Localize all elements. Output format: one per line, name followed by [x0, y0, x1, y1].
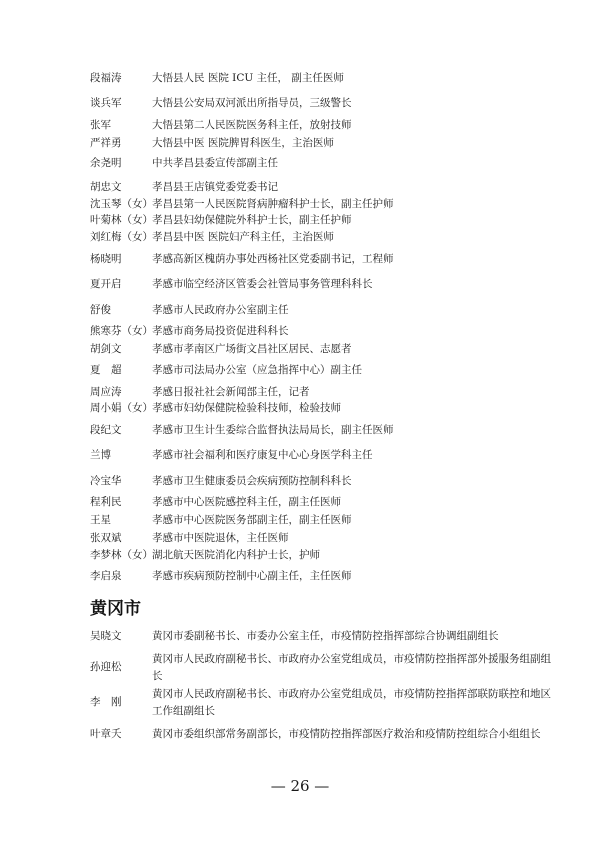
person-title: 孝感日报社社会新闻部主任，记者 [152, 386, 310, 398]
person-title: 孝感市社会福利和医疗康复中心心身医学科主任 [152, 449, 373, 461]
person-name: 段福涛 [90, 72, 122, 84]
person-name: 严祥勇 [90, 137, 122, 149]
person-name: 周应涛 [90, 386, 122, 398]
person-title: 孝昌县第一人民医院肾病肿瘤科护士长，副主任护师 [152, 198, 394, 210]
person-title: 孝昌县妇幼保健院外科护士长，副主任护师 [152, 214, 352, 226]
person-name: 周小娟（女） [90, 402, 153, 414]
person-title: 孝感市中心医院医务部副主任，副主任医师 [152, 514, 352, 526]
person-title: 孝感市司法局办公室（应急指挥中心）副主任 [152, 364, 362, 376]
person-title: 孝昌县中医 医院妇产科主任，主治医师 [152, 231, 334, 243]
person-title: 孝感市临空经济区管委会社管局事务管理科科长 [152, 278, 373, 290]
person-name: 舒俊 [90, 304, 111, 316]
person-title: 孝昌县王店镇党委党委书记 [152, 181, 278, 193]
person-name: 孙迎松 [90, 661, 122, 673]
person-name: 叶菊林（女） [90, 214, 153, 226]
person-title: 大悟县中医 医院脾胃科医生，主治医师 [152, 137, 334, 149]
person-name: 张双斌 [90, 532, 122, 544]
person-title: 黄冈市委副秘书长、市委办公室主任，市疫情防控指挥部综合协调组副组长 [152, 630, 499, 642]
person-name: 冷宝华 [90, 475, 122, 487]
person-title: 大悟县公安局双河派出所指导员，三级警长 [152, 97, 352, 109]
person-title: 大悟县人民 医院 ICU 主任， 副主任医师 [152, 72, 344, 84]
person-title: 孝感市中心医院感控科主任，副主任医师 [152, 496, 341, 508]
person-name: 余尧明 [90, 157, 122, 169]
person-name: 张军 [90, 119, 111, 131]
person-name: 胡剑文 [90, 343, 122, 355]
person-title: 孝感市人民政府办公室副主任 [152, 304, 289, 316]
person-name: 谈兵军 [90, 97, 122, 109]
person-title: 黄冈市人民政府副秘书长、市政府办公室党组成员，市疫情防控指挥部联防联控和地区工作组副组长 [152, 688, 551, 717]
person-name: 吴晓文 [90, 630, 122, 642]
person-name: 刘红梅（女） [90, 231, 153, 243]
person-name: 杨晓明 [90, 253, 122, 265]
person-title: 孝感市妇幼保健院检验科技师，检验技师 [152, 402, 341, 414]
person-title: 大悟县第二人民医院医务科主任，放射技师 [152, 119, 352, 131]
person-name: 沈玉琴（女） [90, 198, 153, 210]
person-name: 叶章夭 [90, 728, 122, 740]
person-title: 孝感市卫生计生委综合监督执法局局长，副主任医师 [152, 424, 394, 436]
person-name: 段纪文 [90, 424, 122, 436]
person-name: 胡忠文 [90, 181, 122, 193]
person-title: 中共孝昌县委宣传部副主任 [152, 157, 278, 169]
section-heading: 黄冈市 [90, 599, 141, 619]
person-name: 李启泉 [90, 570, 122, 582]
person-name: 夏 超 [90, 364, 122, 376]
person-title: 湖北航天医院消化内科护士长，护师 [152, 549, 320, 561]
person-name: 王星 [90, 514, 111, 526]
person-title: 孝感高新区槐荫办事处西杨社区党委副书记，工程师 [152, 253, 394, 265]
person-title: 黄冈市委组织部常务副部长，市疫情防控指挥部医疗救治和疫情防控组综合小组组长 [152, 728, 541, 740]
person-title: 孝感市中医院退休，主任医师 [152, 532, 289, 544]
person-title: 黄冈市人民政府副秘书长、市政府办公室党组成员，市疫情防控指挥部外援服务组副组长 [152, 653, 551, 682]
person-title: 孝感市卫生健康委员会疾病预防控制科科长 [152, 475, 352, 487]
person-name: 李 刚 [90, 696, 122, 708]
person-title: 孝感市疾病预防控制中心副主任，主任医师 [152, 570, 352, 582]
person-title: 孝感市商务局投资促进科科长 [152, 325, 289, 337]
person-name: 夏开启 [90, 278, 122, 290]
person-name: 熊寒芬（女） [90, 325, 153, 337]
person-name: 程利民 [90, 496, 122, 508]
person-name: 兰博 [90, 449, 111, 461]
person-title: 孝感市孝南区广场街文昌社区居民、志愿者 [152, 343, 352, 355]
page-number: — 26 — [270, 777, 330, 795]
person-name: 李梦林（女） [90, 549, 153, 561]
